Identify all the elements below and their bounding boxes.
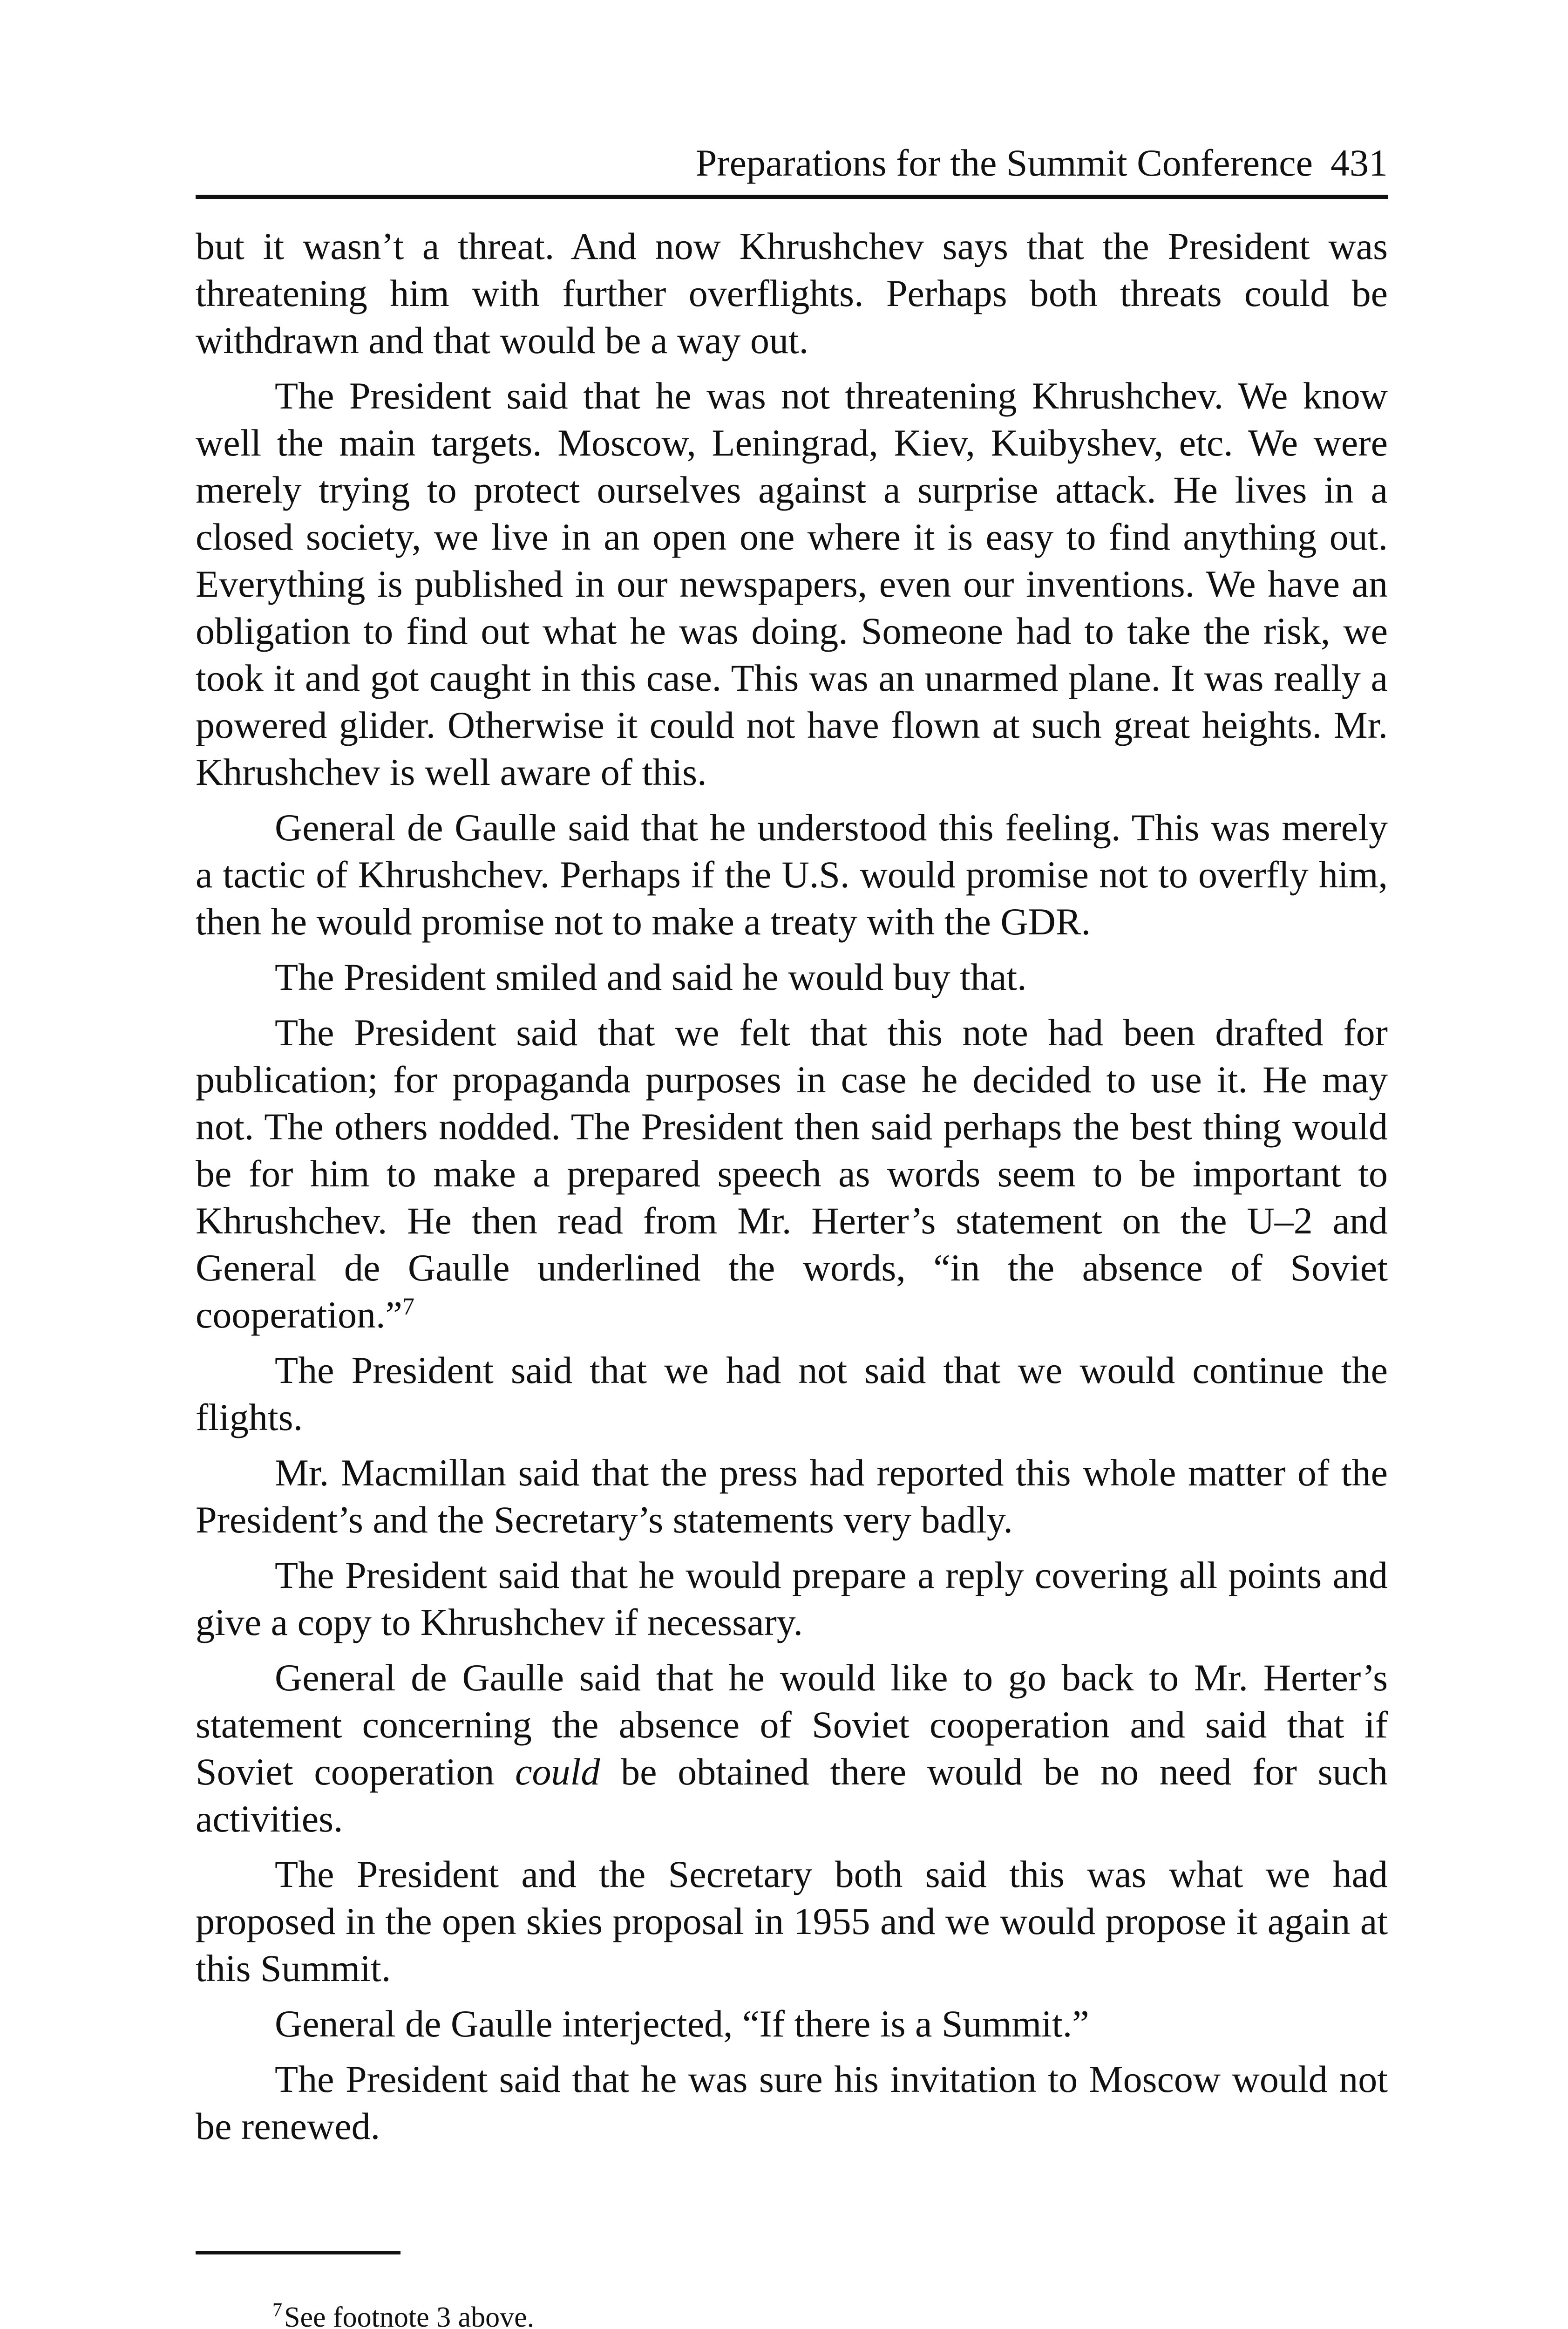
header-rule xyxy=(196,195,1388,199)
paragraph xyxy=(196,2056,1388,2150)
paragraph xyxy=(196,2000,1388,2047)
body-text xyxy=(196,223,1388,2158)
paragraph xyxy=(196,804,1388,945)
paragraph-text: The President smiled and said he would buy that. xyxy=(275,956,1027,998)
paragraph-text: The President said that he would prepare a reply covering all points and give a copy to Khrushchev if necessary. xyxy=(196,1554,1388,1643)
paragraph xyxy=(196,1851,1388,1992)
paragraph xyxy=(196,1347,1388,1441)
footnote-text: See footnote 3 above. xyxy=(284,2302,535,2329)
paragraph xyxy=(196,953,1388,1001)
emphasized-word: could xyxy=(515,1750,600,1793)
paragraph-text: be obtained there would be no need for such activities. xyxy=(196,1750,1388,1840)
paragraph-text: The President and the Secretary both said this was what we had proposed in the open skies proposal in 1955 and we would propose it again at this Summit. xyxy=(196,1853,1388,1989)
paragraph xyxy=(196,1009,1388,1338)
paragraph xyxy=(196,1552,1388,1646)
footnote-rule xyxy=(196,2251,400,2254)
paragraph-text: Mr. Macmillan said that the press had reported this whole matter of the President’s and the Secretary’s statements very badly. xyxy=(196,1451,1388,1541)
paragraph-text: The President said that he was not threatening Khrushchev. We know well the main targets. Moscow, Leningrad, Kiev, Kuibyshev, etc. We were merely trying to protect ourselves against a surprise attack. He lives in a closed society, we live in an open one where it is easy to find anything out. Everything is published in our newspapers, even our inventions. We have an obligation to find out what he was doing. Someone had to take the risk, we took it and got caught in this case. This was an unarmed plane. It was really a powered glider. Otherwise it could not have flown at such great heights. Mr. Khrushchev is well aware of this. xyxy=(196,375,1388,793)
paragraph-text: but it wasn’t a threat. And now Khrushchev says that the President was threatening him with further overflights. Perhaps both threats could be withdrawn and that would be a way out. xyxy=(196,225,1388,361)
paragraph xyxy=(196,1449,1388,1543)
paragraph-text: General de Gaulle said that he understood this feeling. This was merely a tactic of Khrushchev. Perhaps if the U.S. would promise not to overfly him, then he would promise not to make a treaty with the GDR. xyxy=(196,806,1388,943)
paragraph-text: The President said that we had not said that we would continue the flights. xyxy=(196,1349,1388,1438)
paragraph-text: The President said that we felt that this note had been drafted for publication; for propaganda purposes in case he decided to use it. He may not. The others nodded. The President then said perhaps the best thing would be for him to make a prepared speech as words seem to be important to Khrushchev. He then read from Mr. Herter’s statement on the U–2 and General de Gaulle underlined the words, “in the absence of Soviet cooperation.” xyxy=(196,1011,1388,1336)
paragraph-text: The President said that he was sure his invitation to Moscow would not be renewed. xyxy=(196,2058,1388,2147)
paragraph xyxy=(196,223,1388,364)
page-number: 431 xyxy=(1330,142,1388,184)
paragraph-text: General de Gaulle said that he would like to go back to Mr. Herter’s statement concerning the absence of Soviet cooperation and said that if Soviet cooperation xyxy=(196,1656,1388,1793)
footnote-reference: 7 xyxy=(402,1293,414,1320)
footnote-mark: 7 xyxy=(272,2300,282,2322)
footnote xyxy=(272,2299,534,2329)
paragraph-text: General de Gaulle interjected, “If there is a Summit.” xyxy=(275,2002,1089,2045)
running-title: Preparations for the Summit Conference xyxy=(695,142,1313,184)
paragraph xyxy=(196,372,1388,796)
paragraph xyxy=(196,1654,1388,1842)
running-head xyxy=(196,140,1388,186)
